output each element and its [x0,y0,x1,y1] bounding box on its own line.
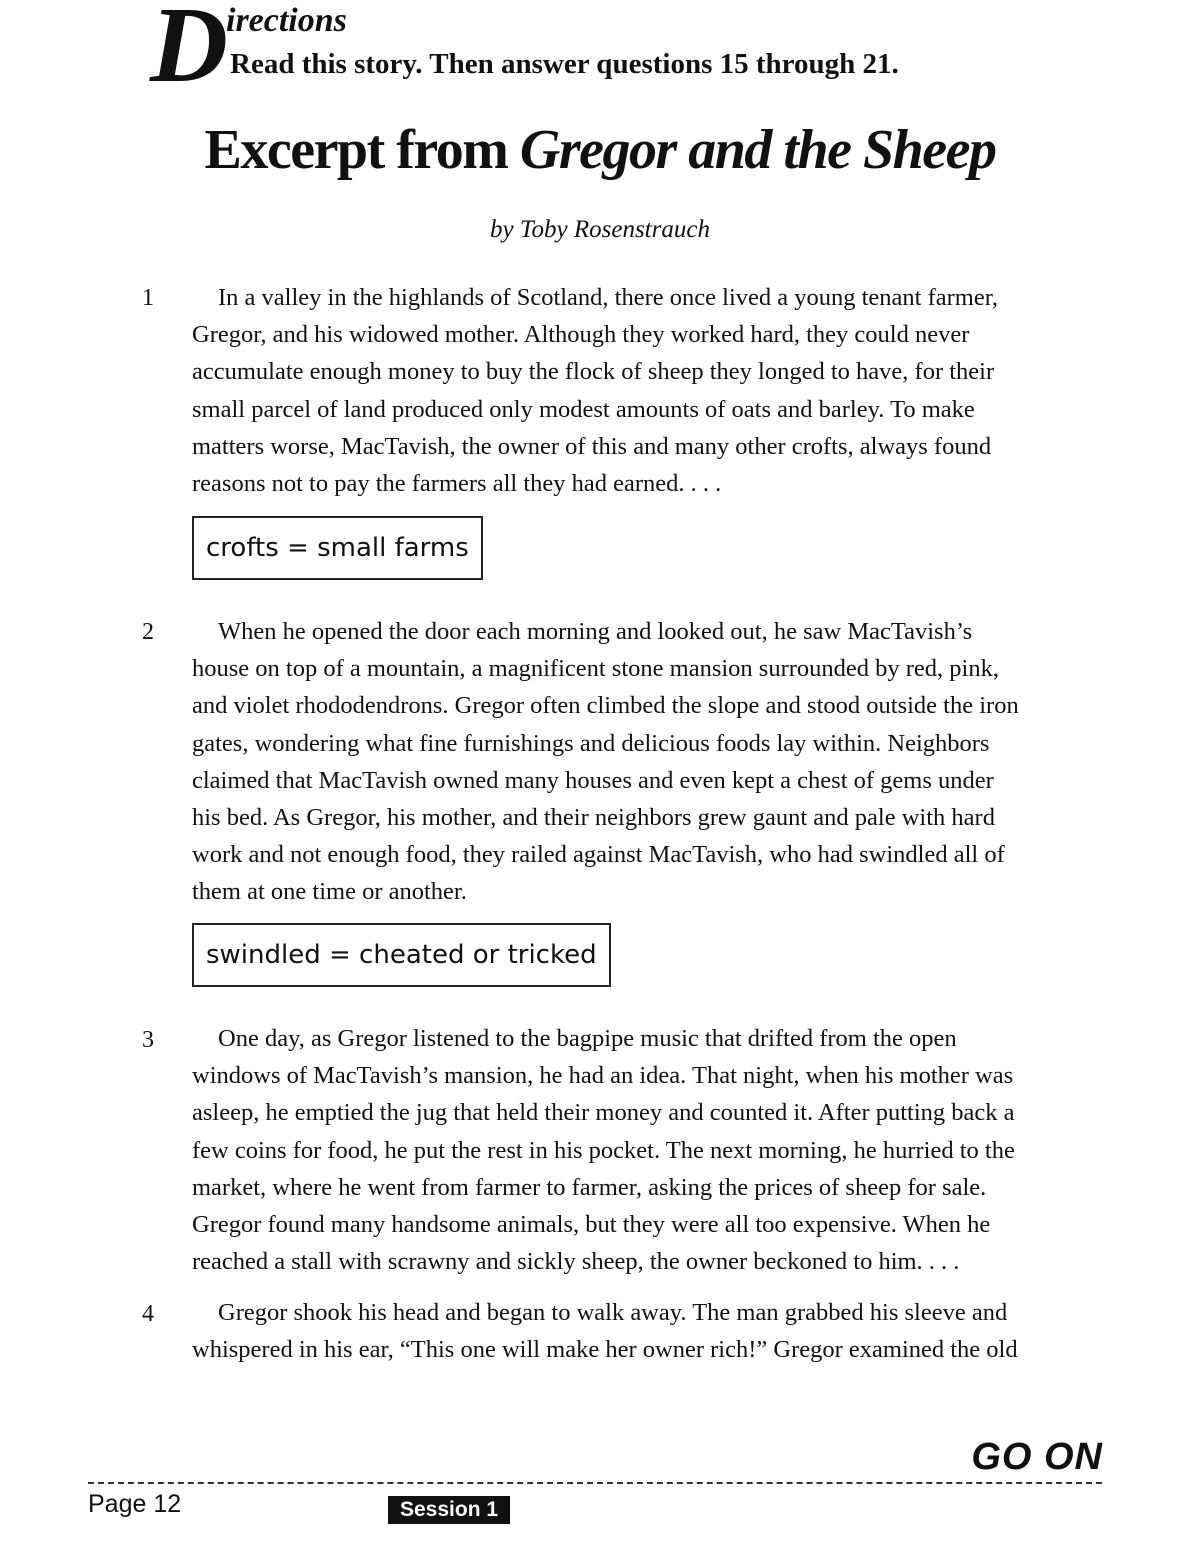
paragraph: Gregor shook his head and began to walk away. The man grabbed his sleeve and whispered in his ear, “This one will make her owner rich!” Gregor examined the old [192,1299,1018,1364]
paragraph-number: 2 [142,619,154,645]
page-number: Page 12 [88,1490,182,1518]
directions-drop-cap: D [150,0,226,105]
glossary-box: swindled = cheated or tricked [192,923,611,987]
glossary-box: crofts = small farms [192,516,483,580]
paragraph-number: 4 [142,1301,154,1327]
paragraph: One day, as Gregor listened to the bagpipe music that drifted from the open windows of MacTavish’s mansion, he had an idea. That night, when his mother was asleep, he emptied the jug that held their money and counted it. After putting back a few coins for food, he put the rest in his pocket. The next morning, he hurried to the market, where he went from farmer to farmer, asking the prices of sheep for sale. Gregor found many handsome animals, but they were all too expensive. When he reached a stall with scrawny and sickly sheep, the owner beckoned to him. . . . [192,1025,1015,1276]
story-title-italic: Gregor and the Sheep [519,119,996,181]
paragraph: When he opened the door each morning and looked out, he saw MacTavish’s house on top of a mountain, a magnificent stone mansion surrounded by red, pink, and violet rhododendrons. Gregor often climbed the slope and stood outside the iron gates, wondering what fine furnishings and delicious foods lay within. Neighbors claimed that MacTavish owned many houses and even kept a chest of gems under his bed. As Gregor, his mother, and their neighbors grew gaunt and pale with hard work and not enough food, they railed against MacTavish, who had swindled all of them at one time or another. [192,618,1019,906]
go-on-label: GO ON [971,1436,1103,1478]
paragraph-number: 3 [142,1027,154,1053]
story-title [0,118,1200,182]
session-badge: Session 1 [388,1496,510,1524]
story-title-prefix: Excerpt from [204,119,520,181]
footer-divider [88,1482,1102,1484]
paragraph-number: 1 [142,285,154,311]
byline: by Toby Rosenstrauch [490,216,710,243]
directions-instruction: Read this story. Then answer questions 15 through 21. [230,48,899,80]
directions-label: irections [226,2,347,39]
paragraph: In a valley in the highlands of Scotland, there once lived a young tenant farmer, Gregor, and his widowed mother. Although they worked hard, they could never accumulate enough money to buy the flock of sheep they longed to have, for their small parcel of land produced only modest amounts of oats and barley. To make matters worse, MacTavish, the owner of this and many other crofts, always found reasons not to pay the farmers all they had earned. . . . [192,284,999,498]
